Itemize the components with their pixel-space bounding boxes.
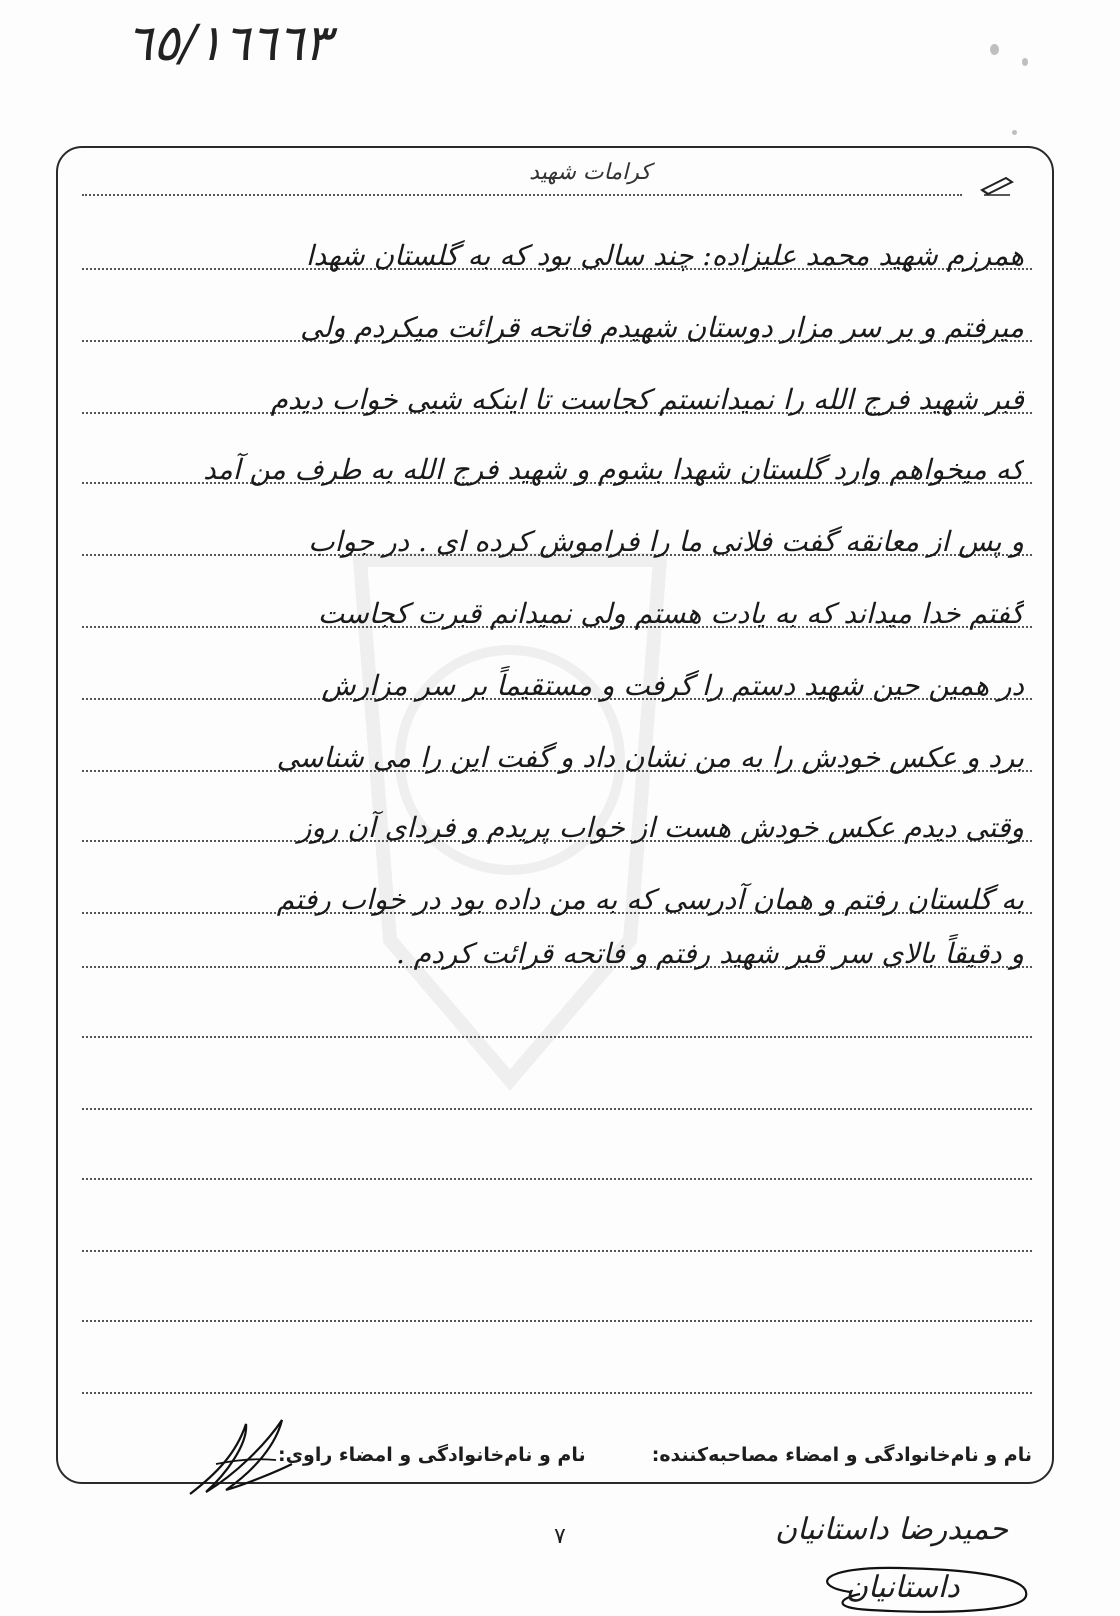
body-line: در همین حین شهید دستم را گرفت و مستقیماً بر سر مزارش [321, 669, 1024, 702]
paper-speck [1012, 130, 1017, 135]
interviewer-signature: داستانیان [846, 1570, 960, 1605]
interviewer-name: حمیدرضا داستانیان [775, 1512, 1008, 1547]
body-line: که میخواهم وارد گلستان شهدا بشوم و شهید فرج الله به طرف من آمد [203, 453, 1024, 486]
ruled-line [82, 1036, 1032, 1038]
paper-speck [1022, 58, 1028, 66]
interviewer-label: نام و نام‌خانوادگی و امضاء مصاحبه‌کننده: [651, 1444, 1032, 1466]
paper-speck [990, 44, 999, 55]
body-line: میرفتم و بر سر مزار دوستان شهیدم فاتحه قرائت میکردم ولی [300, 311, 1024, 344]
ruled-line [82, 1178, 1032, 1180]
document-title: کرامات شهید [529, 160, 651, 185]
pen-icon [980, 174, 1014, 196]
ruled-line [82, 1250, 1032, 1252]
page-number: ۷ [554, 1524, 566, 1549]
body-line: گفتم خدا میداند که به یادت هستم ولی نمیدانم قبرت کجاست [317, 597, 1024, 630]
body-line: و پس از معانقه گفت فلانی ما را فراموش کرده ای . در جواب [308, 525, 1024, 558]
body-line: قبر شهید فرج الله را نمیدانستم کجاست تا اینکه شبی خواب دیدم [270, 383, 1024, 416]
narrator-signature [186, 1414, 296, 1500]
narrator-label: نام و نام‌خانوادگی و امضاء راوی: [278, 1444, 586, 1466]
ruled-line [82, 1108, 1032, 1110]
body-line: برد و عکس خودش را به من نشان داد و گفت این را می شناسی [276, 741, 1024, 774]
ruled-line [82, 1392, 1032, 1394]
body-line: و دقیقاً بالای سر قبر شهید رفتم و فاتحه قرائت کردم . [395, 937, 1024, 970]
body-line: همرزم شهید محمد علیزاده: چند سالی بود که به گلستان شهدا [305, 239, 1024, 272]
body-line: وقتی دیدم عکس خودش هست از خواب پریدم و فردای آن روز [297, 811, 1024, 844]
body-line: به گلستان رفتم و همان آدرسی که به من داده بود در خواب رفتم [276, 883, 1024, 916]
ruled-line [82, 194, 962, 196]
archive-number: ٦٥/١٦٦٦٣ [126, 14, 331, 72]
ruled-line [82, 1320, 1032, 1322]
